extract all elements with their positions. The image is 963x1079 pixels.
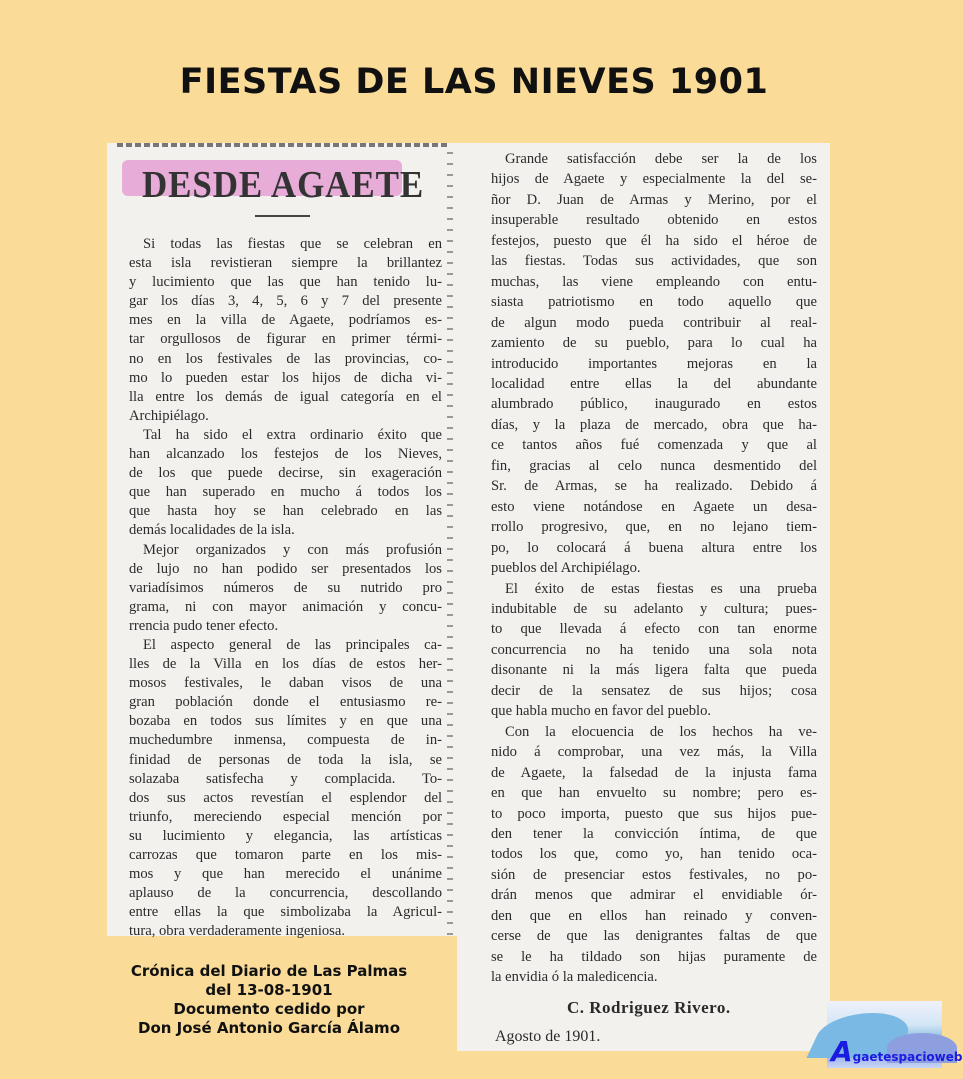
caption-line: Documento cedido por (173, 1000, 365, 1018)
text-line: mos y que han merecido el unánime (129, 866, 442, 883)
text-line: grama, ni con mayor animación y concu- (129, 598, 442, 615)
text-line: las fiestas. Todas sus actividades, que son (491, 253, 817, 270)
text-line: mes en la villa de Agaete, podríamos es- (129, 312, 442, 329)
article-date: Agosto de 1901. (495, 1028, 601, 1045)
text-line: que hasta hoy se han celebrado en las (129, 503, 442, 520)
text-line: finidad de personas de toda la isla, se (129, 751, 442, 768)
text-line: de algun modo pueda contribuir al real- (491, 314, 817, 331)
text-line: siasta patriotismo en todo aquello que (491, 294, 817, 311)
text-line: Grande satisfacción debe ser la de los (505, 151, 817, 167)
text-line: en que han envuelto su nombre; pero es- (491, 785, 817, 802)
text-line: todos los que, como yo, han tenido oca- (491, 846, 817, 863)
text-line: Tal ha sido el extra ordinario éxito que (143, 426, 442, 443)
text-line: to poco importa, puesto que sus hijos pue- (491, 805, 817, 822)
text-line: lla entre los demás de igual categoría en el (129, 388, 442, 405)
text-line: entre ellas la que simbolizaba la Agricul- (129, 904, 442, 921)
text-line: concurrencia no ha tenido una sola nota (491, 641, 817, 658)
caption-line: Don José Antonio García Álamo (138, 1019, 400, 1037)
caption-line: del 13-08-1901 (205, 981, 333, 999)
text-line: to que llevada á efecto con tan enorme (491, 621, 817, 638)
text-line: días, y la plaza de mercado, obra que ha- (491, 416, 817, 433)
text-line: de los que puede decirse, sin exageración (129, 465, 442, 482)
text-line: pueblos del Archipiélago. (491, 560, 641, 577)
text-line: Con la elocuencia de los hechos ha ve- (505, 723, 817, 740)
text-line: insuperable resultado obtenido en estos (491, 212, 817, 229)
text-line: aplauso de la concurrencia, descollando (129, 885, 442, 902)
text-line: bozaba en todos sus límites y en que una (129, 713, 442, 730)
article-text-left (129, 235, 442, 941)
text-line: que habla mucho en favor del pueblo. (491, 703, 712, 720)
text-line: la envidia ó la maledicencia. (491, 969, 658, 986)
text-line: Mejor organizados y con más profusión (143, 541, 442, 558)
text-line: ñor D. Juan de Armas y Merino, por el (491, 191, 817, 208)
text-line: muchedumbre inmensa, compuesta de in- (129, 732, 442, 749)
text-line: lles de la Villa en los días de estos her- (129, 656, 442, 673)
text-line: gran población donde el entusiasmo re- (129, 694, 442, 711)
text-line: han alcanzado los festejos de los Nieves, (129, 446, 442, 463)
text-line: no en los festivales de las provincias, co- (129, 350, 442, 367)
text-line: cerse de que las denigrantes faltas de que (491, 928, 817, 945)
text-line: Sr. de Armas, se ha realizado. Debido á (491, 478, 817, 495)
caption-line: Crónica del Diario de Las Palmas (130, 962, 408, 980)
logo-initial: A (831, 1035, 853, 1068)
text-line: su lucimiento y elegancia, las artísticas (129, 827, 442, 844)
newspaper-clipping-left-column (107, 143, 457, 940)
text-line: introducido importantes mejoras en la (491, 355, 817, 372)
newspaper-clipping-right-column (457, 143, 830, 1051)
text-line: mosos festivales, le daban visos de una (129, 675, 442, 692)
text-line: drán menos que admirar el envidiable ór- (491, 887, 817, 904)
text-line: ce tantos años fué comenzada y que al (491, 437, 817, 454)
text-line: solazaba satisfecha y complacida. To- (129, 770, 442, 787)
text-line: zamiento de su pueblo, para lo cual ha (491, 335, 817, 352)
text-line: tar orgullosos de figurar en primer térmi- (129, 331, 442, 348)
text-line: rrencia pudo tener efecto. (129, 617, 279, 634)
text-line: esta isla revistieran siempre la brillantez (129, 255, 442, 272)
text-line: que han superado en mucho á todos los (129, 484, 442, 501)
text-line: mo lo pueden estar los hijos de dicha vi- (129, 369, 442, 386)
text-line: decir de la sensatez de sus hijos; cosa (491, 682, 817, 699)
caption (110, 962, 428, 1038)
text-line: dos sus actos revestían el esplendor del (129, 789, 442, 806)
text-line: esto viene notándose en Agaete un desa- (491, 498, 817, 515)
text-line: de lujo no han podido ser presentados los (129, 560, 442, 577)
article-headline: DESDE AGAETE (142, 164, 425, 206)
text-line: variadísimos números de su nutrido pro (129, 579, 442, 596)
text-line: de Agaete, la falsedad de la injusta fama (491, 764, 817, 781)
text-line: localidad entre ellas la del abundante (491, 375, 817, 392)
text-line: Archipiélago. (129, 407, 209, 424)
text-line: demás localidades de la isla. (129, 522, 295, 539)
text-line: den que en ellos han reinado y conven- (491, 907, 817, 924)
text-line: indubitable de su adelanto y cultura; pues- (491, 600, 817, 617)
text-line: El aspecto general de las principales ca- (143, 636, 442, 653)
text-line: festejos, puesto que él ha sido el héroe de (491, 232, 817, 249)
text-line: den tener la convicción íntima, de que (491, 825, 817, 842)
ornament-rule (117, 143, 447, 147)
text-line: muchas, las viene empleando con entu- (491, 273, 817, 290)
logo-name: gaetespacioweb (852, 1050, 963, 1064)
text-line: El éxito de estas fiestas es una prueba (505, 580, 817, 597)
text-line: disonante ni la más ligera falta que pueda (491, 662, 817, 679)
text-line: Si todas las fiestas que se celebran en (143, 236, 442, 252)
text-line: hijos de Agaete y especialmente la del se- (491, 171, 817, 188)
text-line: sión de presenciar estos festivales, no po- (491, 866, 817, 883)
divider (255, 215, 310, 217)
text-line: rrollo progresivo, que, en no lejano tiem- (491, 519, 817, 536)
text-line: nido á comprobar, una vez más, la Villa (491, 744, 817, 761)
author-signature: C. Rodriguez Rivero. (567, 998, 731, 1017)
text-line: se le ha tildado son hijas puramente de (491, 948, 817, 965)
text-line: alumbrado público, inaugurado en estos (491, 396, 817, 413)
clip-edge (447, 143, 453, 936)
text-line: triunfo, mereciendo especial mención por (129, 808, 442, 825)
text-line: fin, gracias al celo nunca desmentido del (491, 457, 817, 474)
article-text-right (491, 149, 817, 988)
logo-text (831, 1035, 963, 1068)
agaetespacioweb-logo[interactable] (827, 1001, 963, 1068)
text-line: tura, obra verdaderamente ingeniosa. (129, 923, 345, 940)
text-line: y lucimiento que las que han tenido lu- (129, 274, 442, 291)
text-line: carrozas que tomaron parte en los mis- (129, 847, 442, 863)
page-title: FIESTAS DE LAS NIEVES 1901 (179, 62, 769, 102)
text-line: gar los días 3, 4, 5, 6 y 7 del presente (129, 293, 442, 310)
text-line: po, lo colocará á buena altura entre los (491, 539, 817, 556)
